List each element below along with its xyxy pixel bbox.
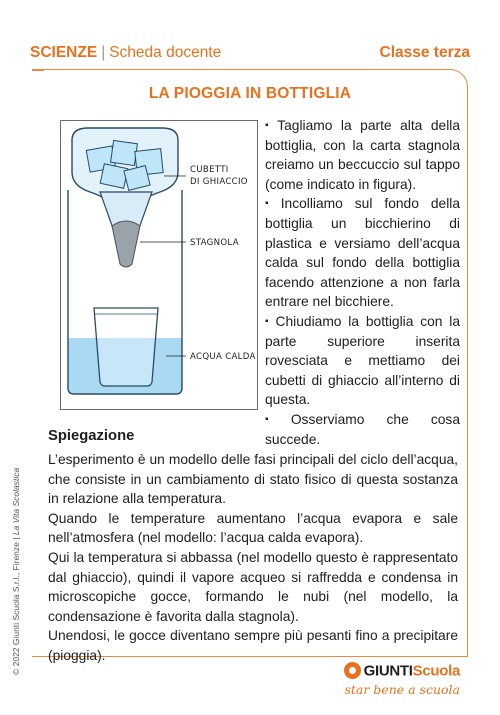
- explanation-paragraph: Qui la temperatura si abbassa (nel modello questo è rappresentato dal ghiaccio), quindi il vapore acqueo si raffredda e condensa in microscopiche gocce, formando le nubi (nel modello, la condensazione è favorita dalla stagnola).: [48, 549, 458, 624]
- ice-cube: [100, 164, 128, 189]
- explanation-paragraph: Unendosi, le gocce diventano sempre più pesanti fino a precipitare (pioggia).: [48, 628, 458, 663]
- explanation-title: Spiegazione: [48, 428, 135, 444]
- step-item: [265, 116, 460, 194]
- logo-row: [344, 662, 460, 682]
- step-item: [265, 410, 460, 449]
- ice-label-line2: DI GHIACCIO: [190, 177, 248, 187]
- card-title: LA PIOGGIA IN BOTTIGLIA: [148, 85, 352, 102]
- bullet-icon: ▪: [265, 120, 274, 131]
- bullet-icon: ▪: [265, 198, 277, 210]
- publisher-logo: [310, 662, 460, 702]
- copyright-notice: [10, 445, 22, 675]
- step-text: Chiudiamo la bottiglia con la parte superiore inserita rovesciata e mettiamo dei cubetti di ghiaccio all’interno di questa.: [265, 313, 461, 408]
- step-text: Tagliamo la parte alta della bottiglia, con la carta stagnola creiamo un beccuccio sul tappo (come indicato in figura).: [265, 118, 460, 192]
- step-item: [265, 194, 460, 312]
- water-label: ACQUA CALDA: [190, 352, 256, 362]
- logo-brand-part1: GIUNTI: [363, 662, 413, 680]
- step-text: Incolliamo sul fondo della bottiglia un bicchierino di plastica e versiamo dell’acqua calda sul fondo della bottiglia facendo attenzione a non farla entrare nel bicchiere.: [265, 196, 460, 310]
- header-separator: |: [101, 44, 106, 61]
- bullet-icon: ▪: [265, 413, 287, 425]
- logo-brand-part2: Scuola: [412, 662, 460, 680]
- plastic-cup: [94, 308, 158, 386]
- bullet-icon: ▪: [265, 315, 272, 327]
- copyright-publication: La Vita Scolastica: [11, 467, 21, 536]
- step-item: [265, 312, 460, 410]
- header-left: [30, 44, 221, 62]
- explanation-paragraph: Quando le temperature aumentano l’acqua evapora e sale nell’atmosfera (nel modello: l’acqua calda evapora).: [48, 510, 458, 546]
- ice-label-line1: CUBETTI: [190, 165, 229, 175]
- logo-g-icon: [344, 662, 361, 679]
- subject-label: SCIENZE: [30, 44, 98, 61]
- logo-tagline: star bene a scuola: [344, 682, 460, 697]
- copyright-main: © 2022 Giunti Scuola S.r.l., Firenze |: [11, 537, 21, 675]
- foil-label: STAGNOLA: [190, 238, 239, 248]
- procedure-steps: [265, 116, 460, 449]
- sheet-kind-label: Scheda docente: [109, 44, 222, 61]
- explanation-body: [48, 450, 458, 666]
- step-text: Osserviamo che cosa succede.: [265, 411, 460, 447]
- grade-label: Classe terza: [379, 44, 470, 61]
- explanation-paragraph: L’esperimento è un modello delle fasi principali del ciclo dell’acqua, che consiste in un cambiamento di stato fisico di questa sostanza in relazione alla temperatura.: [48, 452, 458, 507]
- bottle-illustration: [60, 120, 258, 410]
- page-header: [20, 44, 480, 66]
- ice-cube: [111, 140, 138, 165]
